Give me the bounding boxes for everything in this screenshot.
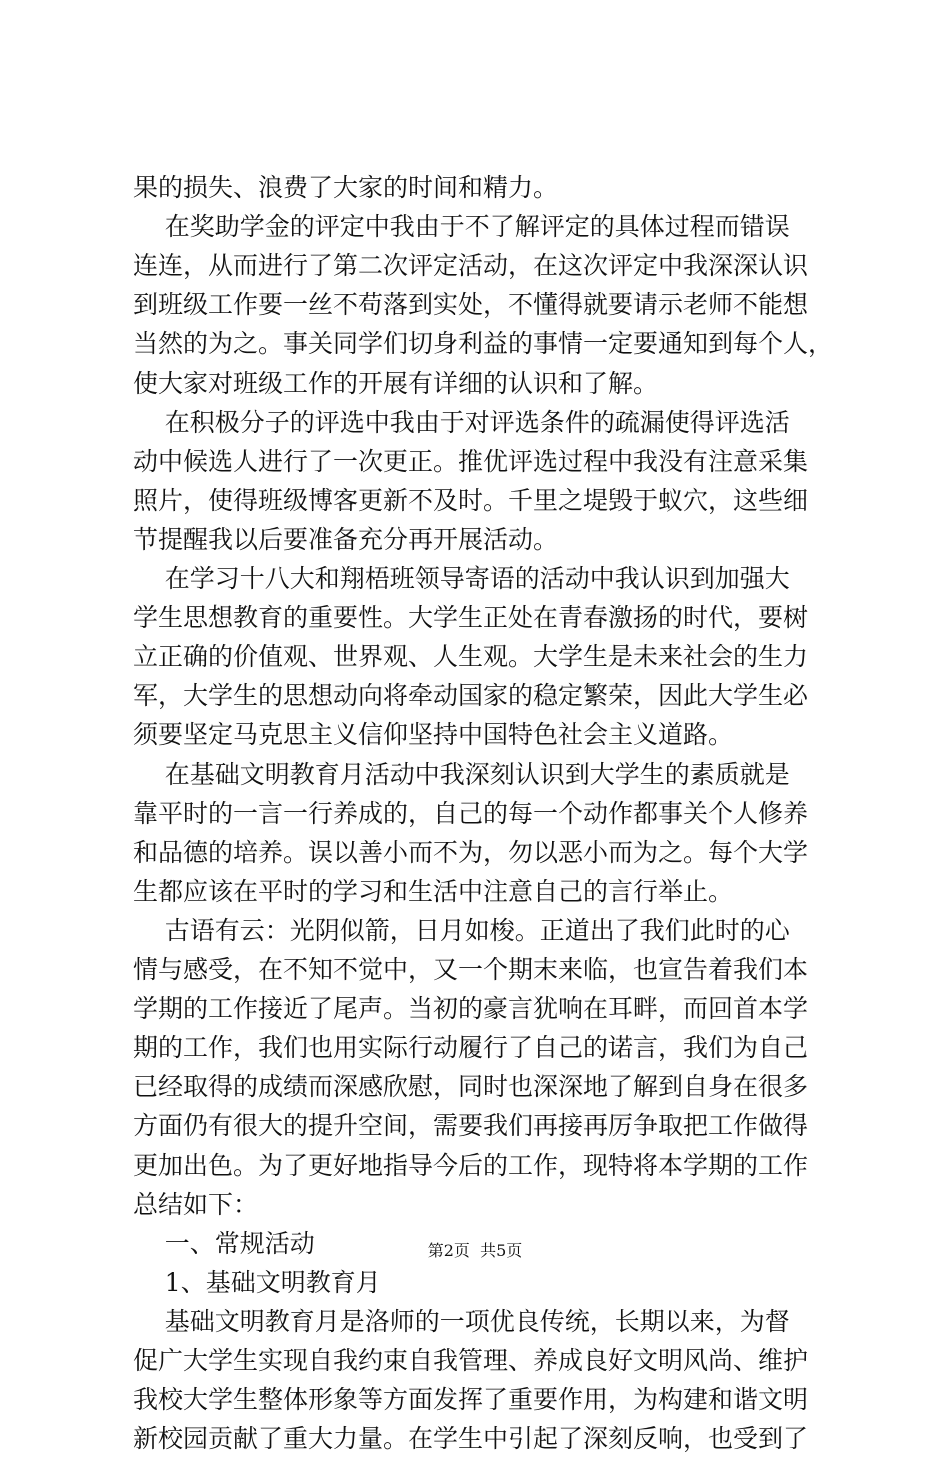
text-line: 到班级工作要一丝不苟落到实处，不懂得就要请示老师不能想 — [133, 290, 809, 320]
text-line: 靠平时的一言一行养成的，自己的每一个动作都事关个人修养 — [133, 798, 809, 828]
text-line: 须要坚定马克思主义信仰坚持中国特色社会主义道路。 — [133, 720, 734, 750]
text-line: 果的损失、浪费了大家的时间和精力。 — [133, 173, 559, 202]
page-footer: 第2页 共5页 — [427, 1241, 523, 1260]
text-line: 古语有云：光阴似箭，日月如梭。正道出了我们此时的心 — [133, 915, 790, 945]
text-line: 我校大学生整体形象等方面发挥了重要作用，为构建和谐文明 — [133, 1385, 809, 1415]
text-line: 促广大学生实现自我约束自我管理、养成良好文明风尚、维护 — [133, 1346, 809, 1375]
text-line: 在奖助学金的评定中我由于不了解评定的具体过程而错误 — [133, 212, 790, 242]
text-line: 在学习十八大和翔梧班领导寄语的活动中我认识到加强大 — [133, 564, 790, 593]
text-line: 已经取得的成绩而深感欣慰，同时也深深地了解到自身在很多 — [133, 1072, 809, 1102]
text-line: 方面仍有很大的提升空间，需要我们再接再厉争取把工作做得 — [133, 1111, 809, 1141]
text-line: 生都应该在平时的学习和生活中注意自己的言行举止。 — [133, 876, 734, 906]
text-line: 情与感受，在不知不觉中，又一个期末来临，也宣告着我们本 — [133, 955, 809, 984]
text-line: 1、基础文明教育月 — [133, 1267, 381, 1297]
text-line: 期的工作，我们也用实际行动履行了自己的诺言，我们为自己 — [133, 1033, 809, 1063]
text-line: 动中候选人进行了一次更正。推优评选过程中我没有注意采集 — [133, 446, 809, 476]
text-line: 学生思想教育的重要性。大学生正处在青春激扬的时代，要树 — [133, 603, 809, 633]
text-line: 新校园贡献了重大力量。在学生中引起了深刻反响，也受到了 — [133, 1424, 809, 1454]
text-line: 使大家对班级工作的开展有详细的认识和了解。 — [133, 368, 659, 398]
text-line: 节提醒我以后要准备充分再开展活动。 — [133, 524, 559, 554]
text-line: 连连，从而进行了第二次评定活动，在这次评定中我深深认识 — [133, 251, 809, 281]
text-line: 更加出色。为了更好地指导今后的工作，现特将本学期的工作 — [133, 1150, 809, 1180]
text-line: 当然的为之。事关同学们切身利益的事情一定要通知到每个人， — [133, 329, 834, 359]
text-line: 立正确的价值观、世界观、人生观。大学生是未来社会的生力 — [133, 642, 809, 672]
text-line: 和品德的培养。误以善小而不为，勿以恶小而为之。每个大学 — [133, 837, 809, 867]
text-line: 在积极分子的评选中我由于对评选条件的疏漏使得评选活 — [133, 407, 790, 437]
text-line: 基础文明教育月是洛师的一项优良传统，长期以来，为督 — [133, 1306, 790, 1336]
text-line: 学期的工作接近了尾声。当初的豪言犹响在耳畔，而回首本学 — [133, 994, 809, 1024]
text-line: 总结如下： — [133, 1189, 259, 1219]
text-line: 一、常规活动 — [133, 1228, 315, 1258]
text-line: 在基础文明教育月活动中我深刻认识到大学生的素质就是 — [133, 759, 790, 789]
text-line: 照片，使得班级博客更新不及时。千里之堤毁于蚁穴，这些细 — [133, 485, 809, 515]
text-line: 军，大学生的思想动向将牵动国家的稳定繁荣，因此大学生必 — [133, 681, 809, 711]
